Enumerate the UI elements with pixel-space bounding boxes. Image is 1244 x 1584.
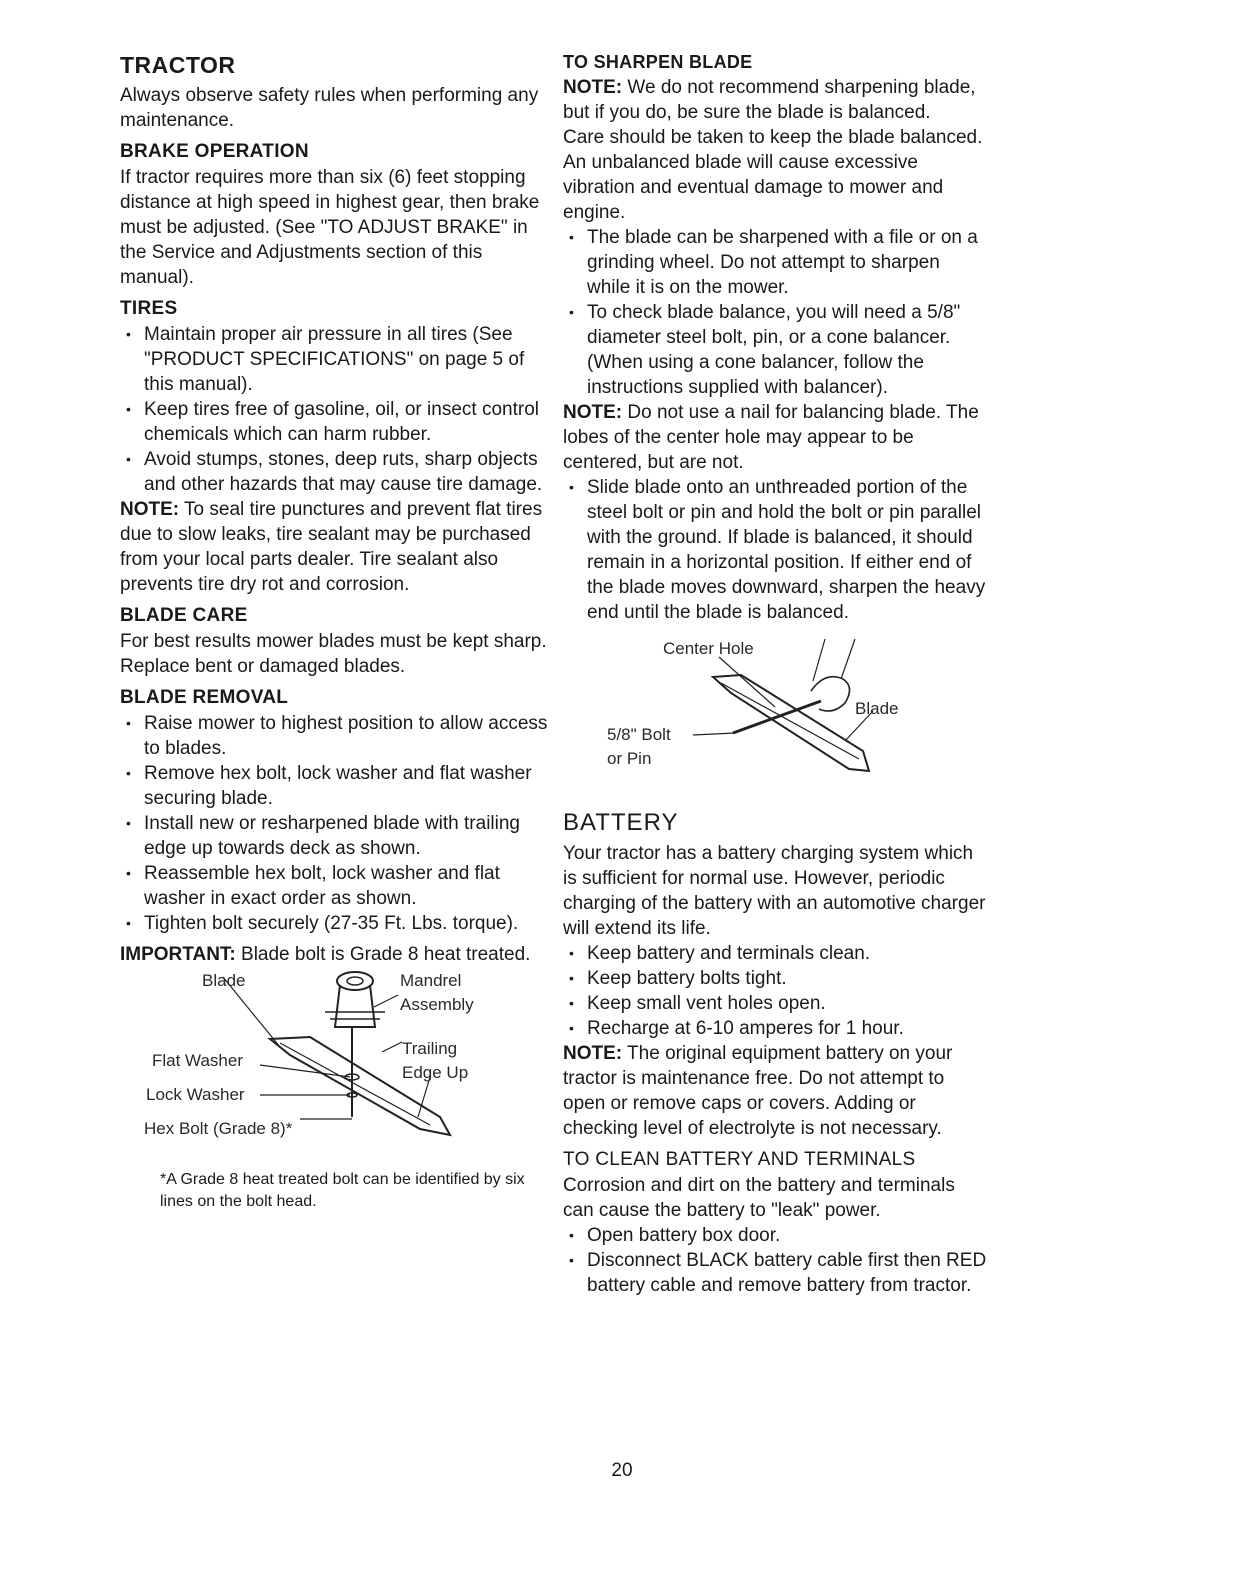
list-item: • Install new or resharpened blade with trailing edge up towards deck as shown. [120,811,550,861]
list-item: • Keep tires free of gasoline, oil, or insect control chemicals which can harm rubber. [120,397,550,447]
figure-label-blade: Blade [202,971,246,990]
battery-text: Your tractor has a battery charging system which is sufficient for normal use. However, periodic charging of the battery with an automotive charger will extend its life. [563,843,986,939]
clean-heading: TO CLEAN BATTERY AND TERMINALS [563,1149,916,1170]
list-item: • Open battery box door. [563,1223,988,1248]
list-item: • The blade can be sharpened with a file or on a grinding wheel. Do not attempt to sharpen while it is on the mower. [563,225,988,300]
figure-label-flat-washer: Flat Washer [152,1051,244,1070]
list-item: • Reassemble hex bolt, lock washer and flat washer in exact order as shown. [120,861,550,911]
blade-removal-list [120,711,550,936]
important-note [120,942,550,967]
note-label: NOTE: [563,402,623,423]
list-item: • Raise mower to highest position to allow access to blades. [120,711,550,761]
sharpen-list [563,225,988,400]
list-item: • Maintain proper air pressure in all tires (See "PRODUCT SPECIFICATIONS" on page 5 of this manual). [120,322,550,397]
figure-label-or-pin: or Pin [607,749,652,768]
list-item: • Avoid stumps, stones, deep ruts, sharp objects and other hazards that may cause tire damage. [120,447,550,497]
clean-text: Corrosion and dirt on the battery and terminals can cause the battery to "leak" power. [563,1175,955,1221]
page-number: 20 [611,1460,633,1481]
battery-note [563,1041,988,1141]
list-item: • Remove hex bolt, lock washer and flat washer securing blade. [120,761,550,811]
blade-removal-heading: BLADE REMOVAL [120,687,289,708]
important-text: Blade bolt is Grade 8 heat treated. [241,944,531,965]
figure-label-hex-bolt: Hex Bolt (Grade 8)* [144,1119,293,1138]
tires-note [120,497,550,597]
tires-heading: TIRES [120,298,178,319]
note-text: To seal tire punctures and prevent flat tires due to slow leaks, tire sealant may be purchased from your local parts dealer. Tire sealant also prevents tire dry rot and corrosion. [120,499,543,595]
figure-label-edge-up: Edge Up [402,1063,469,1082]
brake-text: If tractor requires more than six (6) feet stopping distance at high speed in highest gear, then brake must be adjusted. (See "TO ADJUST BRAKE" in the Service and Adjustments section of this manual). [120,167,540,288]
list-item: • Disconnect BLACK battery cable first then RED battery cable and remove battery from tractor. [563,1248,988,1298]
list-item: • Keep small vent holes open. [563,991,988,1016]
blade-care-text: For best results mower blades must be kept sharp. Replace bent or damaged blades. [120,631,547,677]
sharpen-heading: TO SHARPEN BLADE [563,52,753,72]
blade-removal-figure [120,967,550,1167]
blade-balance-illustration [563,631,988,809]
figure-label-trailing: Trailing [402,1039,458,1058]
sharpen-note [563,75,988,125]
list-item: • Keep battery and terminals clean. [563,941,988,966]
blade-care-heading: BLADE CARE [120,605,248,626]
list-item: • Keep battery bolts tight. [563,966,988,991]
right-column [563,52,988,1298]
blade-balance-figure [563,631,988,809]
note-text: The original equipment battery on your tractor is maintenance free. Do not attempt to open or remove caps or covers. Adding or checking level of electrolyte is not necessary. [563,1043,953,1139]
left-column [120,52,550,1213]
list-item: • Tighten bolt securely (27-35 Ft. Lbs. torque). [120,911,550,936]
care-text: Care should be taken to keep the blade balanced. An unbalanced blade will cause excessive vibration and eventual damage to mower and engine. [563,127,983,223]
battery-heading: BATTERY [563,809,679,836]
note-label: NOTE: [563,77,623,98]
tractor-heading: TRACTOR [120,52,236,78]
list-item: • Slide blade onto an unthreaded portion of the steel bolt or pin and hold the bolt or pin parallel with the ground. If blade is balanced, it should remain in a horizontal position. If either end of the blade moves downward, sharpen the heavy end until the blade is balanced. [563,475,988,625]
balance-list [563,475,988,625]
figure-label-blade: Blade [855,699,899,718]
note-text: Do not use a nail for balancing blade. The lobes of the center hole may appear to be centered, but are not. [563,402,979,473]
list-item: • Recharge at 6-10 amperes for 1 hour. [563,1016,988,1041]
nail-note [563,400,988,475]
note-label: NOTE: [120,499,180,520]
figure-label-mandrel: Mandrel [400,971,462,990]
figure-label-lock-washer: Lock Washer [146,1085,245,1104]
figure-label-assembly: Assembly [400,995,474,1014]
tires-list [120,322,550,497]
clean-list [563,1223,988,1298]
brake-heading: BRAKE OPERATION [120,141,309,162]
list-item: • To check blade balance, you will need a 5/8" diameter steel bolt, pin, or a cone balancer. (When using a cone balancer, follow the instructions supplied with balancer). [563,300,988,400]
figure-label-bolt: 5/8" Bolt [607,725,671,744]
note-label: NOTE: [563,1043,623,1064]
battery-list [563,941,988,1041]
important-label: IMPORTANT: [120,944,236,965]
tractor-intro: Always observe safety rules when performing any maintenance. [120,85,539,131]
figure-label-center-hole: Center Hole [663,639,754,658]
grade-8-footnote: *A Grade 8 heat treated bolt can be identified by six lines on the bolt head. [160,1171,525,1210]
note-text: We do not recommend sharpening blade, but if you do, be sure the blade is balanced. [563,77,976,123]
